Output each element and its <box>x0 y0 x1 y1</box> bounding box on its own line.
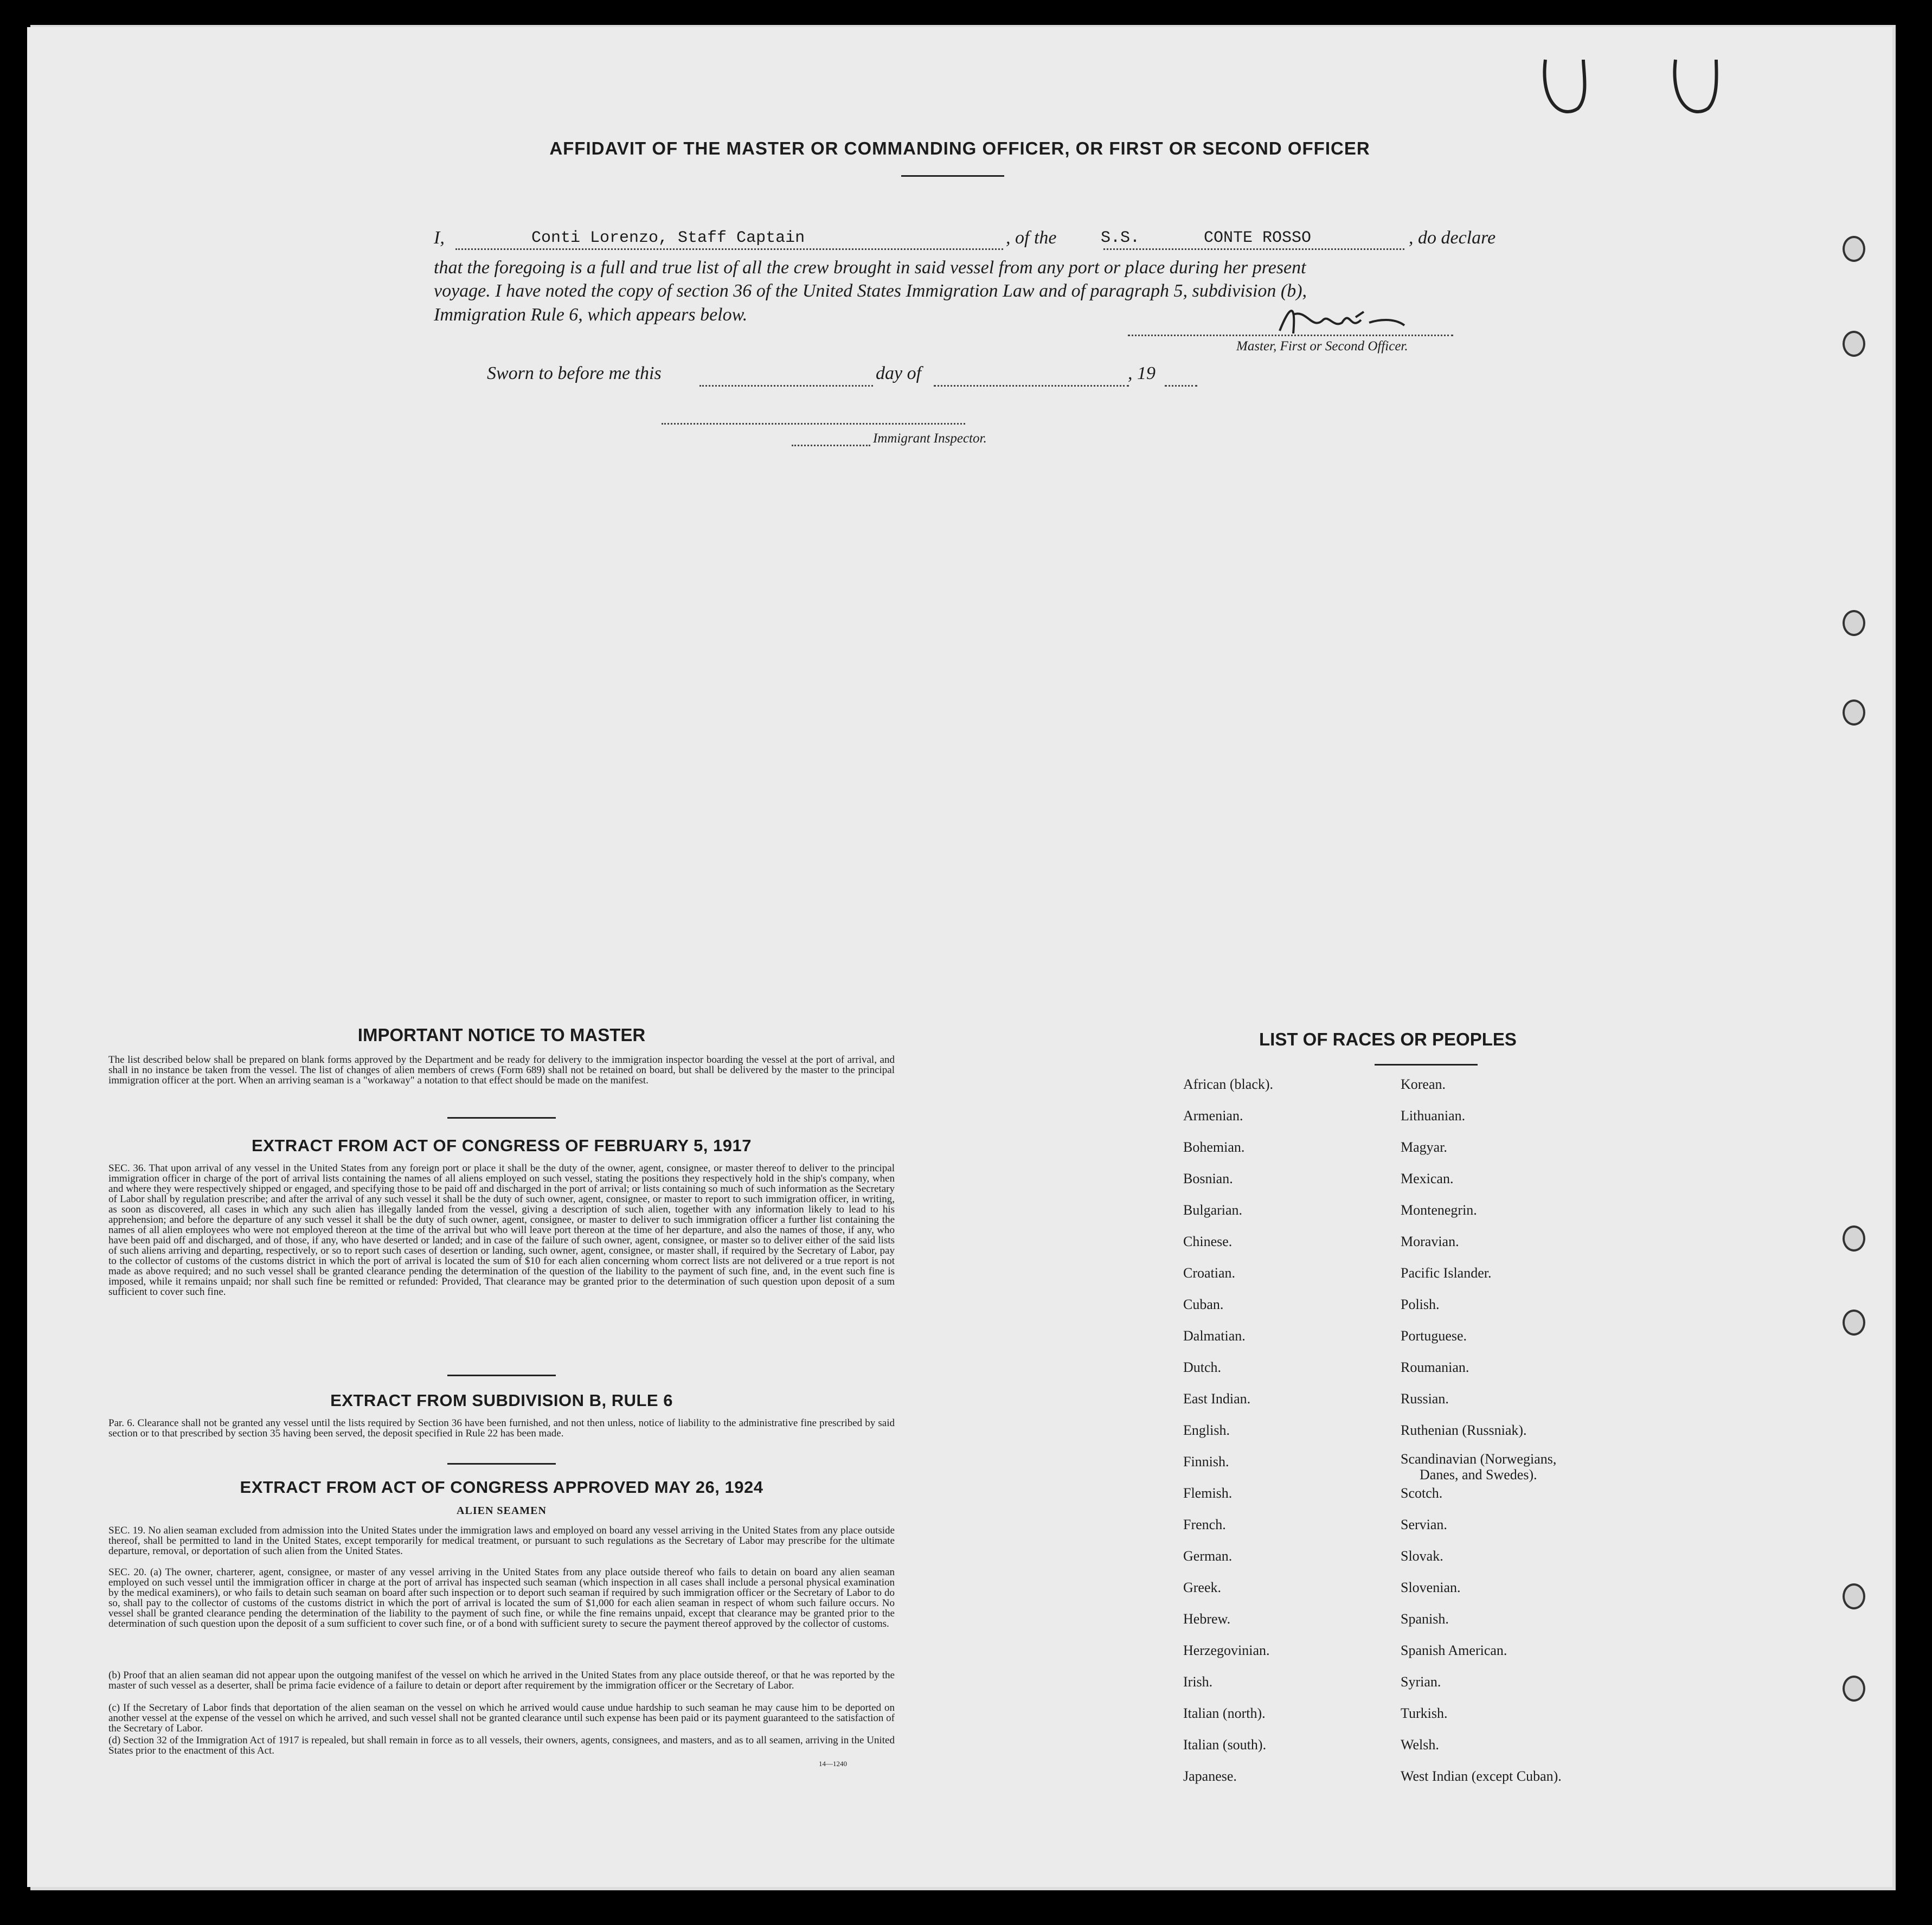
manifest-back-page <box>27 27 1892 1887</box>
race-item: Scandinavian (Norwegians, <box>1401 1451 1557 1467</box>
binding-hole <box>1843 1225 1865 1252</box>
race-item: Welsh. <box>1401 1737 1439 1753</box>
race-item: Bulgarian. <box>1183 1202 1243 1218</box>
race-item: Dutch. <box>1183 1359 1222 1375</box>
race-item: Bohemian. <box>1183 1139 1245 1155</box>
title-divider <box>901 175 1004 177</box>
sworn-month-line <box>934 385 1129 387</box>
race-item: Bosnian. <box>1183 1171 1233 1186</box>
declaration-line-4: Immigration Rule 6, which appears below. <box>434 305 748 325</box>
declare-prefix: I, <box>434 228 445 248</box>
race-item: Finnish. <box>1183 1454 1229 1470</box>
binding-hole <box>1843 236 1865 262</box>
race-item: French. <box>1183 1517 1226 1532</box>
inspector-caption-line <box>792 445 870 446</box>
race-item: Korean. <box>1401 1076 1446 1092</box>
of-the-label: , of the <box>1006 228 1057 248</box>
race-item: Irish. <box>1183 1674 1213 1690</box>
binding-hole <box>1843 1583 1865 1609</box>
race-item: Magyar. <box>1401 1139 1447 1155</box>
binding-hole <box>1843 1676 1865 1702</box>
declaration-line-3: voyage. I have noted the copy of section 36 of the United States Immigration Law and of paragraph 5, subdivision (b), <box>434 281 1307 301</box>
officer-name: Conti Lorenzo, Staff Captain <box>531 229 805 247</box>
race-item: Spanish. <box>1401 1611 1449 1627</box>
race-item: Moravian. <box>1401 1234 1459 1249</box>
race-item: Hebrew. <box>1183 1611 1231 1627</box>
race-item: Turkish. <box>1401 1705 1448 1721</box>
extract-rule6-divider <box>447 1463 556 1465</box>
sec20d-body: (d) Section 32 of the Immigration Act of 1917 is repealed, but shall remain in force as to all vessels, their owners, agents, consignees, and masters, and as to all seamen, arriving in the United States prior to the enactment of this Act. <box>108 1735 895 1756</box>
sworn-day-label: day of <box>876 363 922 383</box>
binding-hole <box>1843 700 1865 726</box>
declaration-line-2: that the foregoing is a full and true list of all the crew brought in said vessel from any port or place during her present <box>434 258 1306 278</box>
vessel-name-line <box>1103 248 1404 250</box>
race-item: German. <box>1183 1548 1233 1564</box>
sworn-prefix: Sworn to before me this <box>487 363 662 383</box>
race-item: Ruthenian (Russniak). <box>1401 1422 1527 1438</box>
race-item: Russian. <box>1401 1391 1449 1407</box>
extract-1917-divider <box>447 1375 556 1376</box>
sec19-body: SEC. 19. No alien seaman excluded from admission into the United States under the immigration laws and employed on board any vessel arriving in the United States from any place outside thereof, shall be permitted to land in the United States, except temporarily for medical treatment, or pursuant to such regulations as the Secretary of Labor may prescribe for the ultimate departure, removal, or deportation of such alien from the United States. <box>108 1525 895 1557</box>
binding-hole <box>1843 610 1865 636</box>
notice-title: IMPORTANT NOTICE TO MASTER <box>357 1025 646 1045</box>
sworn-day-line <box>699 385 873 387</box>
vessel-name: CONTE ROSSO <box>1204 229 1312 247</box>
race-item: Servian. <box>1401 1517 1447 1532</box>
race-item: Slovenian. <box>1401 1580 1461 1595</box>
race-item: Portuguese. <box>1401 1328 1467 1344</box>
sec20b-body: (b) Proof that an alien seaman did not appear upon the outgoing manifest of the vessel on which he arrived in the United States from any place outside thereof, or that he was reported by the master of such vessel as a deserter, shall be prima facie evidence of a failure to detain or deport after requirement by the immigration officer or the Secretary of Labor. <box>108 1670 895 1691</box>
race-item: Flemish. <box>1183 1485 1233 1501</box>
inspector-caption: Immigrant Inspector. <box>873 431 987 446</box>
race-item: African (black). <box>1183 1076 1274 1092</box>
extract-1924-title: EXTRACT FROM ACT OF CONGRESS APPROVED MAY 26, 1924 <box>240 1478 763 1497</box>
race-item: Japanese. <box>1183 1768 1237 1784</box>
race-item: Mexican. <box>1401 1171 1454 1186</box>
race-item: Greek. <box>1183 1580 1222 1595</box>
race-item: Chinese. <box>1183 1234 1233 1249</box>
race-item: Montenegrin. <box>1401 1202 1477 1218</box>
race-item: Lithuanian. <box>1401 1108 1466 1124</box>
extract-1917-body: SEC. 36. That upon arrival of any vessel in the United States from any foreign port or place it shall be the duty of the owner, agent, consignee, or master thereof to deliver to the principal immigration officer in charge of the port of arrival lists containing the names of all aliens employed on such vessel, stating the positions they respectively hold in the ship's company, when and where they were respectively shipped or engaged, and specifying those to be paid off and discharged in the port of arrival; or lists containing so much of such information as the Secretary of Labor shall by regulation prescribe; and after the arrival of any such vessel it shall be the duty of such owner, agent, consignee, or master to report to such immigration officer, in writing, as soon as discovered, all cases in which any such alien has illegally landed from the vessel, giving a description of such alien, together with any information likely to lead to his apprehension; and before the departure of any such vessel it shall be the duty of such owner, agent, consignee, or master to deliver to such immigration officer a further list containing the names of all alien employees who were not employed thereon at the time of the arrival but who will leave port thereon at the time of her departure, and also the names of those, if any, who have been paid off and discharged, and of those, if any, who have deserted or landed; and in case of the failure of such owner, agent, consignee, or master so to deliver either of the said lists of such aliens arriving and departing, respectively, or so to report such cases of desertion or landing, such owner, agent, consignee, or master shall, if required by the Secretary of Labor, pay to the collector of customs of the customs district in which the port of arrival is located the sum of $10 for each alien concerning whom correct lists are not delivered or a true report is not made as above required; and no such vessel shall be granted clearance pending the determination of the question of the liability to the payment of such fine, and, in the event such fine is imposed, while it remains unpaid; nor shall such fine be remitted or refunded: Provided, That clearance may be granted prior to the determination of such question upon deposit of a sum sufficient to cover such fine. <box>108 1163 895 1298</box>
affidavit-title: AFFIDAVIT OF THE MASTER OR COMMANDING OFFICER, OR FIRST OR SECOND OFFICER <box>549 138 1370 158</box>
sec20a-body: SEC. 20. (a) The owner, charterer, agent, consignee, or master of any vessel arriving in the United States from any place outside thereof who fails to detain on board any alien seaman employed on such vessel until the immigration officer in charge at the port of arrival has inspected such seaman (which inspection in all cases shall include a personal physical examination by the medical examiners), or who fails to detain such seaman on board after such inspection or to deport such seaman if required by such immigration officer or the Secretary of Labor to do so, shall pay to the collector of customs of the customs district in which the port of arrival is located the sum of $1,000 for each alien seaman in respect of whom such failure occurs. No vessel shall be granted clearance pending the determination of the liability to the payment of such fine, or while the fine remains unpaid, except that clearance may be granted prior to the determination of such question upon the deposit of a sum sufficient to cover such fine, or of a bond with sufficient surety to secure the payment thereof approved by the collector of customs. <box>108 1567 895 1629</box>
vessel-prefix: S.S. <box>1101 229 1140 247</box>
extract-1917-title: EXTRACT FROM ACT OF CONGRESS OF FEBRUARY 5, 1917 <box>252 1136 752 1155</box>
binding-hole <box>1843 331 1865 357</box>
race-item: Spanish American. <box>1401 1642 1507 1658</box>
extract-rule6-body: Par. 6. Clearance shall not be granted any vessel until the lists required by Section 36 have been furnished, and not then unless, notice of liability to the administrative fine prescribed by said section or to that prescribed by section 35 having been served, the deposit specified in Rule 22 has been made. <box>108 1417 895 1439</box>
race-item: Herzegovinian. <box>1183 1642 1270 1658</box>
binding-hole <box>1843 1310 1865 1336</box>
races-divider <box>1375 1064 1478 1066</box>
race-item: Armenian. <box>1183 1108 1243 1124</box>
race-item: Cuban. <box>1183 1297 1224 1312</box>
race-item-continued: Danes, and Swedes). <box>1420 1467 1537 1483</box>
alien-seamen-subtitle: ALIEN SEAMEN <box>457 1505 547 1517</box>
race-item: Italian (south). <box>1183 1737 1267 1753</box>
handwritten-marks <box>1529 49 1735 130</box>
race-item: Dalmatian. <box>1183 1328 1246 1344</box>
signature-caption: Master, First or Second Officer. <box>1236 339 1408 354</box>
race-item: Polish. <box>1401 1297 1440 1312</box>
signature-line <box>1128 335 1453 336</box>
inspector-signature-line <box>662 423 965 425</box>
notice-divider <box>447 1117 556 1119</box>
notice-body: The list described below shall be prepared on blank forms approved by the Department and be ready for delivery to the immigration inspector boarding the vessel at the port of arrival, and shall in no instance be taken from the vessel. The list of changes of alien members of crews (Form 689) shall not be retained on board, but shall be delivered by the master to the principal immigration officer at the port. When an arriving seaman is a "workaway" a notation to that effect should be made on the manifest. <box>108 1054 895 1086</box>
race-item: Roumanian. <box>1401 1359 1469 1375</box>
sworn-year-label: , 19 <box>1128 363 1156 383</box>
race-item: Pacific Islander. <box>1401 1265 1492 1281</box>
sworn-year-line <box>1165 385 1197 387</box>
extract-rule6-title: EXTRACT FROM SUBDIVISION B, RULE 6 <box>330 1391 673 1410</box>
race-item: West Indian (except Cuban). <box>1401 1768 1562 1784</box>
race-item: Scotch. <box>1401 1485 1443 1501</box>
declare-suffix: , do declare <box>1409 228 1496 248</box>
race-item: Croatian. <box>1183 1265 1236 1281</box>
race-item: Slovak. <box>1401 1548 1443 1564</box>
officer-name-line <box>455 248 1003 250</box>
race-item: Italian (north). <box>1183 1705 1266 1721</box>
races-title: LIST OF RACES OR PEOPLES <box>1259 1029 1517 1049</box>
sec20c-body: (c) If the Secretary of Labor finds that deportation of the alien seaman on the vessel on which he arrived would cause undue hardship to such seaman he may cause him to be deported on another vessel at the expense of the vessel on which he arrived, and such vessel shall not be granted clearance until such expense has been paid or its payment guaranteed to the satisfaction of the Secretary of Labor. <box>108 1702 895 1734</box>
race-item: East Indian. <box>1183 1391 1251 1407</box>
race-item: English. <box>1183 1422 1230 1438</box>
form-number: 14—1240 <box>819 1760 847 1768</box>
race-item: Syrian. <box>1401 1674 1441 1690</box>
